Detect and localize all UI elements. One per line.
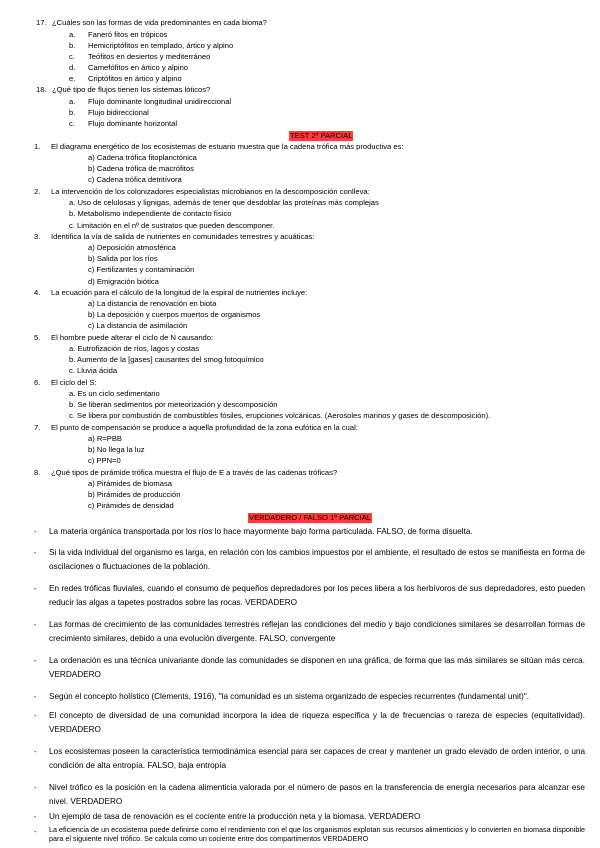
test-question-text: Identifica la vía de salida de nutrientes en comunidades terrestres y acuáticas:	[51, 232, 315, 241]
test-option: c) Fertilizantes y contaminación	[88, 265, 195, 274]
vf-statement: La eficiencia de un ecosistema puede definirse como el rendimiento con el que los organismos explotan sus recursos alimenticios y lo convierten en biomasa disponible para el siguiente nivel trófico. Se calcula como un cociente entre dos compartimentos VERDADERO	[49, 825, 585, 843]
option-letter: b.	[69, 41, 76, 50]
bullet-dash: -	[34, 656, 37, 665]
test-question-number: 6.	[34, 378, 41, 387]
option-letter: e.	[69, 74, 76, 83]
test-option: b) Pirámides de producción	[88, 490, 181, 499]
test-option: a) La distancia de renovación en biota	[88, 299, 217, 308]
vf-statement: Las formas de crecimiento de las comunidades terrestres reflejan las condiciones del medio y bajo condiciones similares se desarrollan formas de crecimiento similares, debido a una evolución divergente. FALSO, convergente	[49, 620, 585, 644]
option-letter: d.	[69, 63, 76, 72]
option-text: Teófitos en desiertos y mediterráneo	[88, 52, 211, 61]
test-question-text: El diagrama energético de los ecosistemas de estuario muestra que la cadena trófica más productiva es:	[51, 142, 404, 151]
test-section-heading: TEST 2º PARCIAL	[290, 131, 353, 140]
question-17-text: ¿Cuáles son las formas de vida predominantes en cada bioma?	[52, 18, 267, 27]
bullet-dash: -	[34, 747, 37, 756]
option-text: Flujo dominante horizontal	[88, 119, 178, 128]
vf-statement: Si la vida individual del organismo es larga, en relación con los cambios impuestos por el ambiente, el resultado de estos se manifiesta en forma de oscilaciones o fluctuaciones de la población.	[49, 548, 585, 572]
test-option: d) Emigración biótica	[88, 277, 159, 286]
bullet-dash: -	[34, 692, 37, 701]
test-option: a) Cadena trófica fitoplanctónica	[88, 153, 197, 162]
test-question-text: El punto de compensación se produce a aquella profundidad de la zona eufótica en la cual:	[51, 423, 358, 432]
test-option: b. Se liberan sedimentos por meteorización y descomposición	[69, 400, 278, 409]
test-option: b) Salida por los ríos	[88, 254, 158, 263]
test-question-text: El ciclo del S:	[51, 378, 97, 387]
question-18-number: 18.	[36, 85, 47, 94]
test-question-text: El hombre puede alterar el ciclo de N causando:	[51, 333, 214, 342]
test-option: b. Metabolismo independiente de contacto físico	[69, 209, 232, 218]
bullet-dash: -	[34, 827, 37, 836]
test-question-number: 8.	[34, 468, 41, 477]
test-option: c) PPN=0	[88, 456, 121, 465]
bullet-dash: -	[34, 620, 37, 629]
bullet-dash: -	[34, 711, 37, 720]
test-option: b) Cadena trófica de macrófitos	[88, 164, 194, 173]
option-text: Camefófitos en ártico y alpino	[88, 63, 189, 72]
test-question-number: 7.	[34, 423, 41, 432]
option-letter: c.	[69, 52, 75, 61]
vf-statement: La materia orgánica transportada por los ríos lo hace mayormente bajo forma particulada. FALSO, de forma disuelta.	[49, 527, 473, 536]
bullet-dash: -	[34, 527, 37, 536]
test-question-number: 3.	[34, 232, 41, 241]
vf-statement: Según el concepto holístico (Clements, 1916), "la comunidad es un sistema organizado de especies recurrentes (fundamental unit)".	[49, 692, 530, 701]
vf-statement: Los ecosistemas poseen la característica termodinámica esencial para ser capaces de crear y mantener un grado elevado de orden interior, o una condición de alta entropía. FALSO, baja entropía	[49, 747, 585, 771]
bullet-dash: -	[34, 548, 37, 557]
option-text: Flujo dominante longitudinal unidireccional	[88, 97, 232, 106]
vf-statement: Nivel trófico es la posición en la cadena alimenticia valorada por el número de pasos en la transferencia de energía necesarios para alcanzar ese nivel. VERDADERO	[49, 783, 585, 807]
test-option: c) La distancia de asimilación	[88, 321, 188, 330]
test-option: b) La deposición y cuerpos muertos de organismos	[88, 310, 261, 319]
question-17-number: 17.	[36, 18, 47, 27]
test-option: a. Uso de celulosas y lignigas, además de tener que desdoblar las proteínas más complejas	[69, 198, 379, 207]
test-option: a) R=PBB	[88, 434, 122, 443]
test-question-text: La ecuación para el cálculo de la longitud de la espiral de nutrientes incluye:	[51, 288, 308, 297]
test-option: c) Cadena trófica detritívora	[88, 175, 182, 184]
vf-statement: Un ejemplo de tasa de renovación es el cociente entre la producción neta y la biomasa. VERDADERO	[49, 812, 421, 821]
test-option: c) Pirámides de densidad	[88, 501, 174, 510]
test-option: c. Limitación en el nº de sustratos que pueden descomponer.	[69, 221, 275, 230]
option-text: Criptófitos en ártico y alpino	[88, 74, 182, 83]
test-question-number: 4.	[34, 288, 41, 297]
bullet-dash: -	[34, 783, 37, 792]
option-text: Hemicriptófitos en templado, ártico y alpino	[88, 41, 234, 50]
bullet-dash: -	[34, 812, 37, 821]
question-18-text: ¿Qué tipo de flujos tienen los sistemas lóticos?	[52, 85, 211, 94]
test-question-number: 1.	[34, 142, 41, 151]
test-option: a) Pirámides de biomasa	[88, 479, 172, 488]
option-text: Faneró fitos en trópicos	[88, 30, 168, 39]
test-option: c. Se libera por combustión de combustibles fósiles, erupciones volcánicas. (Aerosoles marinos y gases de descomposición).	[69, 411, 491, 420]
test-option: b) No llega la luz	[88, 445, 145, 454]
option-letter: a.	[69, 97, 76, 106]
vf-statement: La ordenación es una técnica univariante donde las comunidades se disponen en una gráfica, de forma que las más similares se sitúan más cerca. VERDADERO	[49, 656, 585, 680]
test-option: a) Deposición atmosférica	[88, 243, 176, 252]
test-option: c. Lluvia ácida	[69, 366, 118, 375]
option-letter: a.	[69, 30, 76, 39]
test-option: b. Aumento de la [gases] causantes del smog fotoquímico	[69, 355, 264, 364]
test-question-text: ¿Qué tipos de pirámide trófica muestra el flujo de E a través de las cadenas tróficas?	[51, 468, 338, 477]
bullet-dash: -	[34, 584, 37, 593]
test-question-number: 2.	[34, 187, 41, 196]
test-question-number: 5.	[34, 333, 41, 342]
test-option: a. Eutrofización de ríos, lagos y costas	[69, 344, 200, 353]
option-letter: c.	[69, 119, 75, 128]
vf-statement: El concepto de diversidad de una comunidad incorpora la idea de riqueza específica y la de frecuencias o rareza de especies (equitatividad). VERDADERO	[49, 711, 585, 735]
option-letter: b.	[69, 108, 76, 117]
vf-section-heading: VERDADERO / FALSO 1º PARCIAL	[249, 513, 372, 522]
vf-statement: En redes tróficas fluviales, cuando el consumo de pequeños depredadores por los peces libera a los herbívoros de sus depredadores, esto pueden reducir las algas a tapetes postrados sobre las rocas. VERDADERO	[49, 584, 585, 608]
test-question-text: La intervención de los colonizadores especialistas microbianos en la descomposición conlleva:	[51, 187, 370, 196]
option-text: Flujo bidireccional	[88, 108, 149, 117]
test-option: a. Es un ciclo sedimentario	[69, 389, 160, 398]
